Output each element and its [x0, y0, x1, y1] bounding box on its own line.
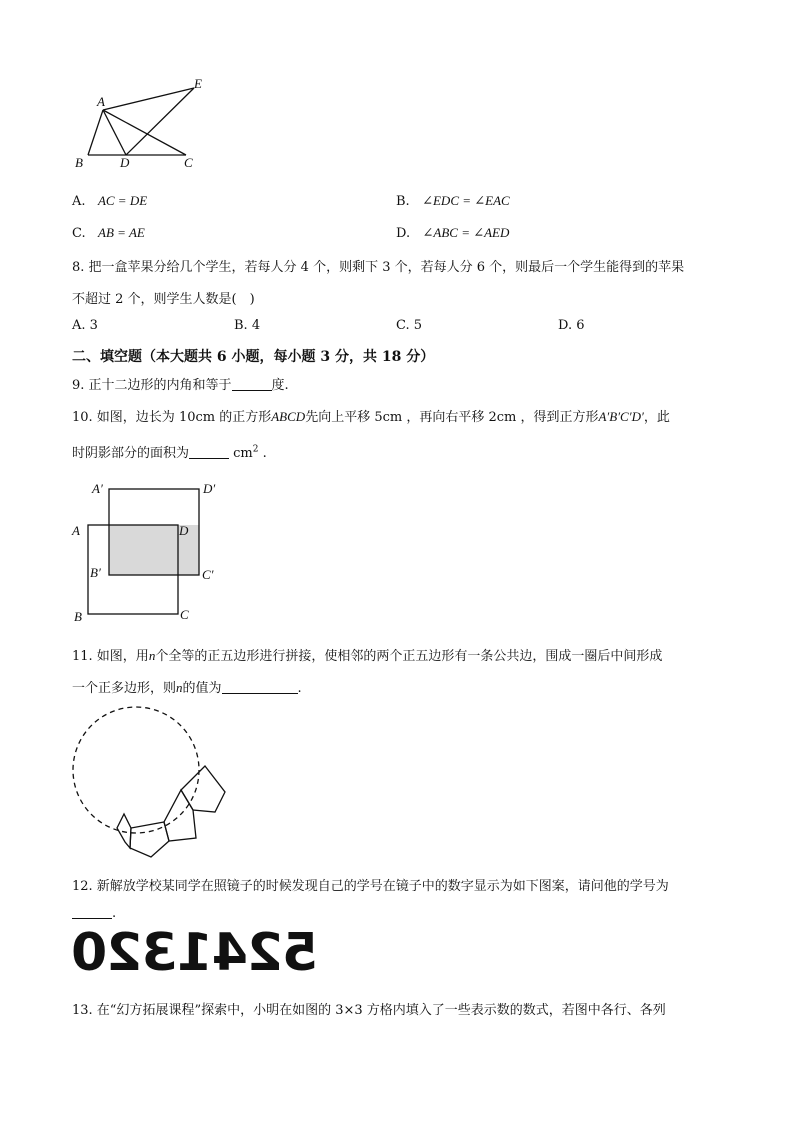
q8-option-c: C. 5: [396, 318, 423, 333]
q10-answer-blank[interactable]: [189, 446, 229, 459]
q12-line1: 12. 新解放学校某同学在照镜子的时候发现自己的学号在镜子中的数字显示为如下图案，请问他的学号为: [72, 879, 669, 894]
q7-option-a: A. AC = DE: [72, 193, 148, 209]
label-b: B: [74, 609, 82, 624]
triangle-figure: [70, 74, 210, 170]
mirrored-number: 5241320: [72, 923, 319, 983]
q7-option-d: D. ∠ABC = ∠AED: [396, 225, 510, 241]
label-a: A: [72, 523, 80, 538]
label-c-prime: C′: [202, 567, 214, 582]
label-a: A: [97, 94, 105, 109]
q8-option-b: B. 4: [234, 318, 261, 333]
q9: 9. 正十二边形的内角和等于 度.: [72, 378, 289, 393]
label-d: D: [179, 523, 189, 538]
q13-line1: 13. 在“幻方拓展课程”探索中，小明在如图的 3×3 方格内填入了一些表示数的数式，若图中各行、各列: [72, 1003, 666, 1018]
q11-answer-blank[interactable]: [222, 681, 298, 694]
label-b-prime: B′: [90, 565, 101, 580]
q12-line2: .: [72, 906, 116, 921]
q9-answer-blank[interactable]: [232, 378, 272, 391]
label-d-prime: D′: [203, 481, 216, 496]
q7-option-b: B. ∠EDC = ∠EAC: [396, 193, 510, 209]
q8-line2: 不超过 2 个，则学生人数是( ): [72, 292, 255, 307]
squares-figure: [68, 478, 228, 628]
label-c: C: [184, 155, 193, 170]
q10-line2: 时阴影部分的面积为 $cm^2$ .: [72, 444, 267, 461]
label-c: C: [180, 607, 189, 622]
q10-line1: 10. 如图，边长为 10cm 的正方形ABCD先向上平移 5cm ，再向右平移 2cm ，得到正方形A′B′C′D′，此: [72, 409, 670, 425]
q8-line1: 8. 把一盒苹果分给几个学生，若每人分 4 个，则剩下 3 个，若每人分 6 个，则最后一个学生能得到的苹果: [72, 260, 685, 275]
label-d: D: [120, 155, 130, 170]
q12-answer-blank[interactable]: [72, 906, 112, 919]
label-e: E: [194, 76, 202, 91]
section-heading: 二、填空题（本大题共 6 小题，每小题 3 分，共 18 分）: [72, 349, 435, 365]
label-b: B: [75, 155, 83, 170]
label-a-prime: A′: [92, 481, 103, 496]
q11-line2: 一个正多边形，则n的值为 .: [72, 680, 302, 696]
q8-option-d: D. 6: [558, 318, 585, 333]
q11-line1: 11. 如图，用n个全等的正五边形进行拼接，使相邻的两个正五边形有一条公共边，围成一圈后中间形成: [72, 648, 663, 664]
pentagon-figure: [68, 700, 238, 864]
q7-option-c: C. AB = AE: [72, 225, 145, 241]
q8-option-a: A. 3: [72, 318, 98, 333]
